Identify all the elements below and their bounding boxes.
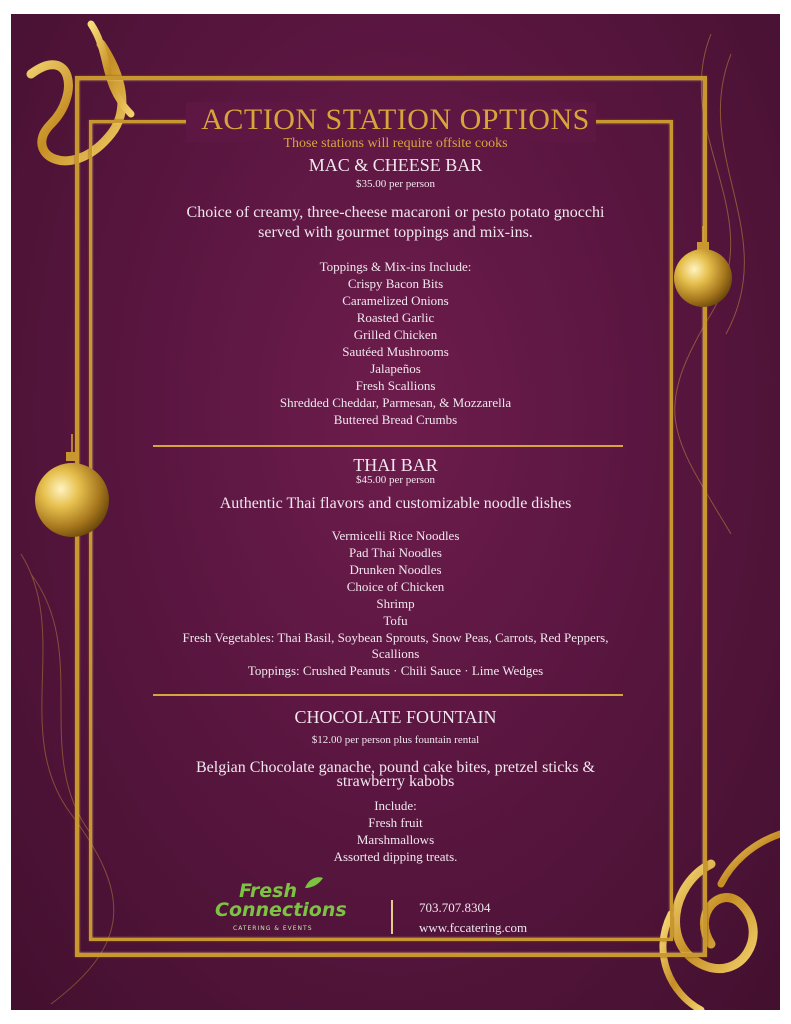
- list-item: Assorted dipping treats.: [333, 849, 458, 864]
- list-item: Sautéed Mushrooms: [342, 344, 449, 359]
- mac-cheese-list-heading: Toppings & Mix-ins Include:: [319, 259, 472, 274]
- list-item: Fresh Vegetables: Thai Basil, Soybean Sprouts, Snow Peas, Carrots, Red Peppers,: [182, 630, 609, 645]
- list-item: Drunken Noodles: [349, 562, 442, 577]
- chocolate-fountain-price: $12.00 per person plus fountain rental: [311, 734, 480, 746]
- thai-bar-description: Authentic Thai flavors and customizable noodle dishes: [219, 495, 572, 512]
- logo-line-1: Fresh: [239, 880, 297, 902]
- list-item: Marshmallows: [356, 832, 435, 847]
- footer-divider: [391, 900, 393, 934]
- leaf-icon: [303, 876, 325, 890]
- list-item: Scallions: [371, 646, 420, 661]
- fresh-connections-logo: [211, 872, 371, 942]
- website-link[interactable]: www.fccatering.com: [419, 920, 528, 935]
- thai-bar-title: THAI BAR: [353, 455, 438, 475]
- chocolate-fountain-description-2: strawberry kabobs: [336, 773, 455, 790]
- phone-number: 703.707.8304: [419, 900, 491, 915]
- list-item: Vermicelli Rice Noodles: [331, 528, 460, 543]
- chocolate-fountain-title: CHOCOLATE FOUNTAIN: [294, 707, 497, 727]
- list-item: Crispy Bacon Bits: [347, 276, 444, 291]
- mac-cheese-description-2: served with gourmet toppings and mix-ins.: [258, 224, 533, 241]
- mac-cheese-price: $35.00 per person: [355, 178, 436, 190]
- list-item: Tofu: [383, 613, 408, 628]
- list-item: Roasted Garlic: [356, 310, 435, 325]
- logo-tagline: CATERING & EVENTS: [233, 925, 313, 932]
- list-item: Fresh fruit: [368, 815, 423, 830]
- list-item: Buttered Bread Crumbs: [333, 412, 458, 427]
- list-item: Grilled Chicken: [353, 327, 438, 342]
- list-item: Caramelized Onions: [342, 293, 449, 308]
- thai-bar-price: $45.00 per person: [355, 474, 436, 486]
- list-item: Pad Thai Noodles: [349, 545, 442, 560]
- list-item: Shredded Cheddar, Parmesan, & Mozzarella: [279, 395, 512, 410]
- page-subtitle: Those stations will require offsite cooks: [283, 136, 508, 151]
- list-item: Choice of Chicken: [346, 579, 445, 594]
- chocolate-fountain-description: Belgian Chocolate ganache, pound cake bites, pretzel sticks &: [196, 759, 595, 776]
- list-item: Toppings: Crushed Peanuts · Chili Sauce · Lime Wedges: [247, 663, 544, 678]
- list-item: Shrimp: [376, 596, 415, 611]
- logo-line-2: Connections: [215, 899, 347, 921]
- page-title: ACTION STATION OPTIONS: [201, 103, 590, 136]
- list-item: Jalapeños: [370, 361, 421, 376]
- mac-cheese-title: MAC & CHEESE BAR: [308, 155, 483, 175]
- menu-page: [11, 14, 780, 1010]
- section-divider: [153, 445, 623, 447]
- mac-cheese-description: Choice of creamy, three-cheese macaroni or pesto potato gnocchi: [186, 204, 605, 221]
- chocolate-list-heading: Include:: [374, 798, 417, 813]
- list-item: Fresh Scallions: [355, 378, 436, 393]
- section-divider: [153, 694, 623, 696]
